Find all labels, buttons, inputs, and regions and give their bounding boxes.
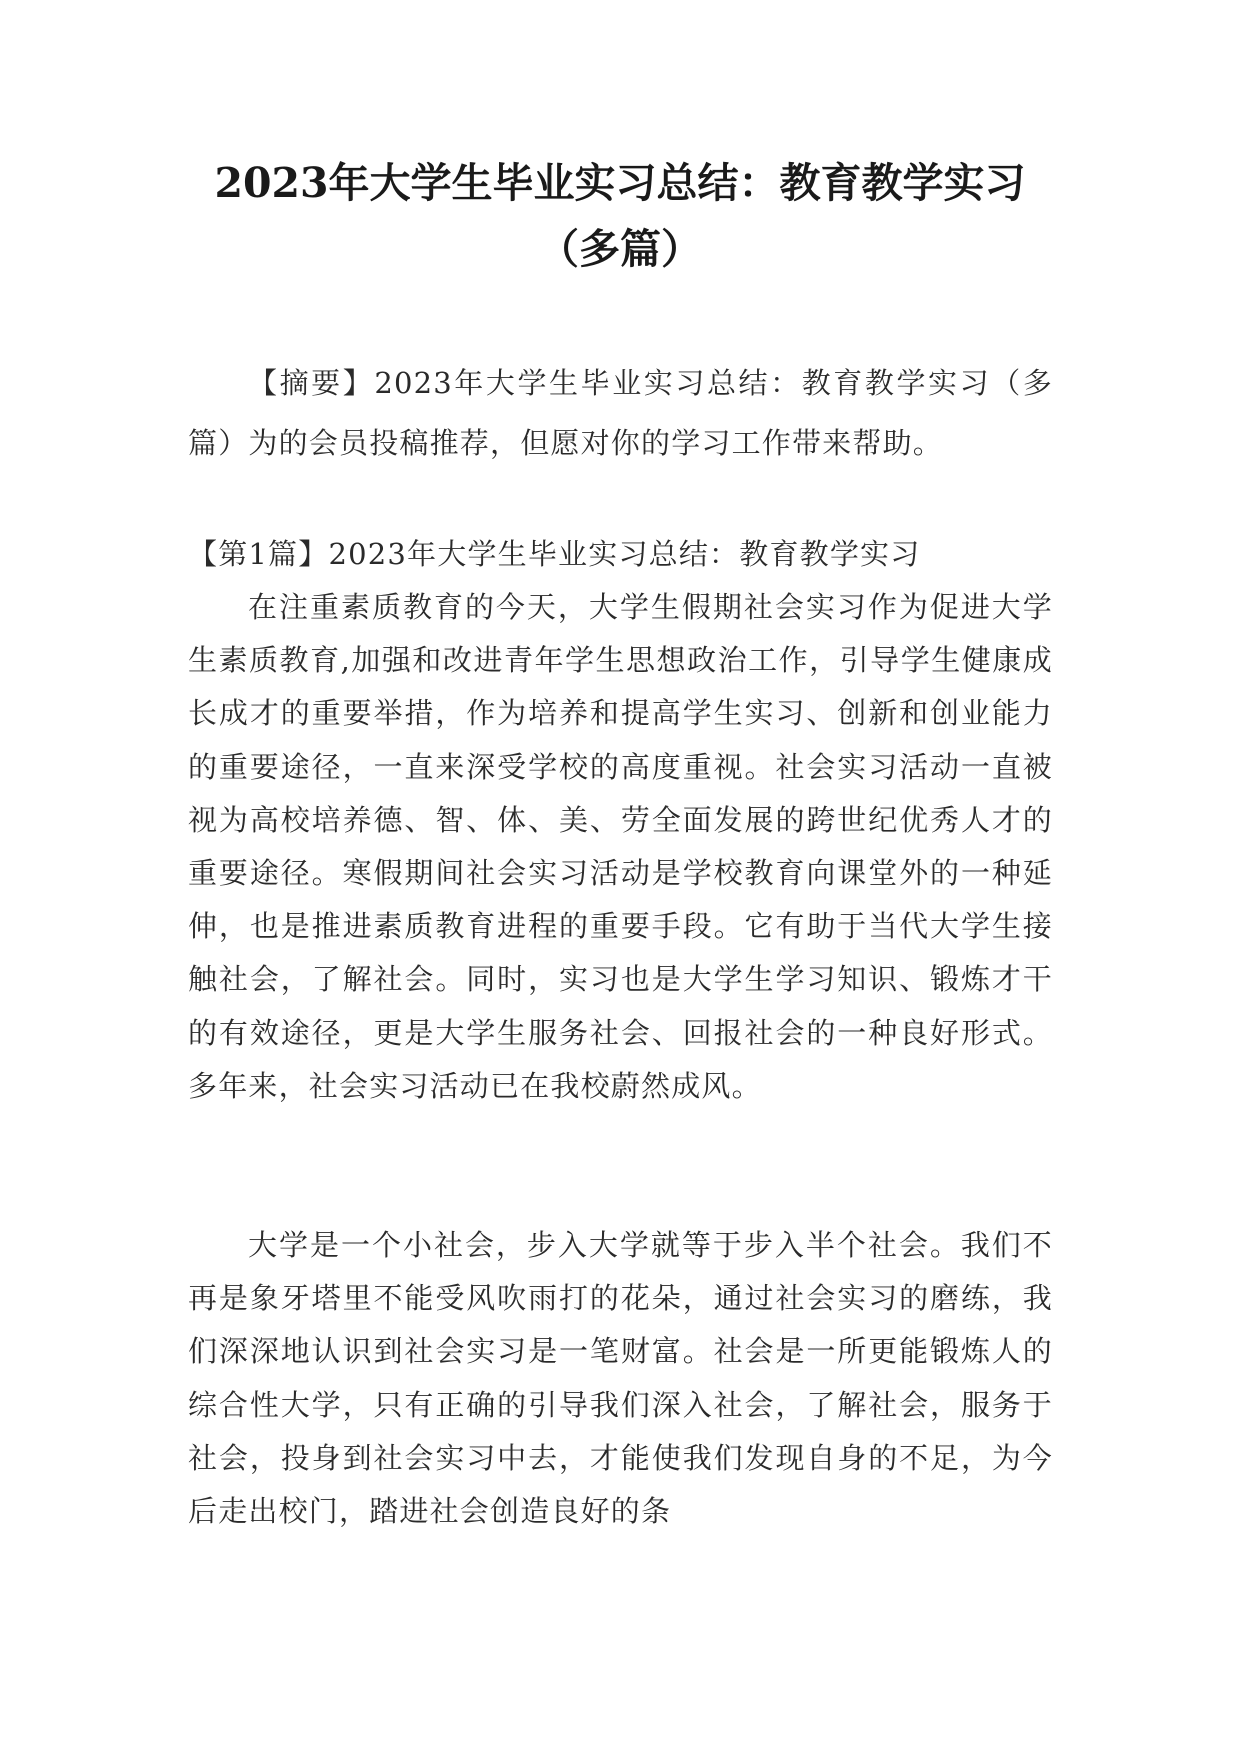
title-line-1: 2023年大学生毕业实习总结：教育教学实习 — [214, 159, 1026, 207]
body-paragraph-1: 在注重素质教育的今天，大学生假期社会实习作为促进大学生素质教育,加强和改进青年学生思想政治工作，引导学生健康成长成才的重要举措，作为培养和提高学生实习、创新和创业能力的重要途径，一直来深受学校的高度重视。社会实习活动一直被视为高校培养德、智、体、美、劳全面发展的跨世纪优秀人才的重要途径。寒假期间社会实习活动是学校教育向课堂外的一种延伸，也是推进素质教育进程的重要手段。它有助于当代大学生接触社会，了解社会。同时，实习也是大学生学习知识、锻炼才干的有效途径，更是大学生服务社会、回报社会的一种良好形式。多年来，社会实习活动已在我校蔚然成风。 — [188, 590, 1053, 1103]
title-line-2: （多篇） — [538, 225, 702, 273]
document-title — [150, 150, 1090, 282]
abstract-paragraph: 【摘要】2023年大学生毕业实习总结：教育教学实习（多篇）为的会员投稿推荐，但愿对你的学习工作带来帮助。 — [188, 366, 1053, 460]
body-paragraph-2: 大学是一个小社会，步入大学就等于步入半个社会。我们不再是象牙塔里不能受风吹雨打的花朵，通过社会实习的磨练，我们深深地认识到社会实习是一笔财富。社会是一所更能锻炼人的综合性大学，只有正确的引导我们深入社会，了解社会，服务于社会，投身到社会实习中去，才能使我们发现自身的不足，为今后走出校门，踏进社会创造良好的条 — [188, 1228, 1053, 1529]
section-heading: 【第1篇】2023年大学生毕业实习总结：教育教学实习 — [188, 537, 921, 571]
